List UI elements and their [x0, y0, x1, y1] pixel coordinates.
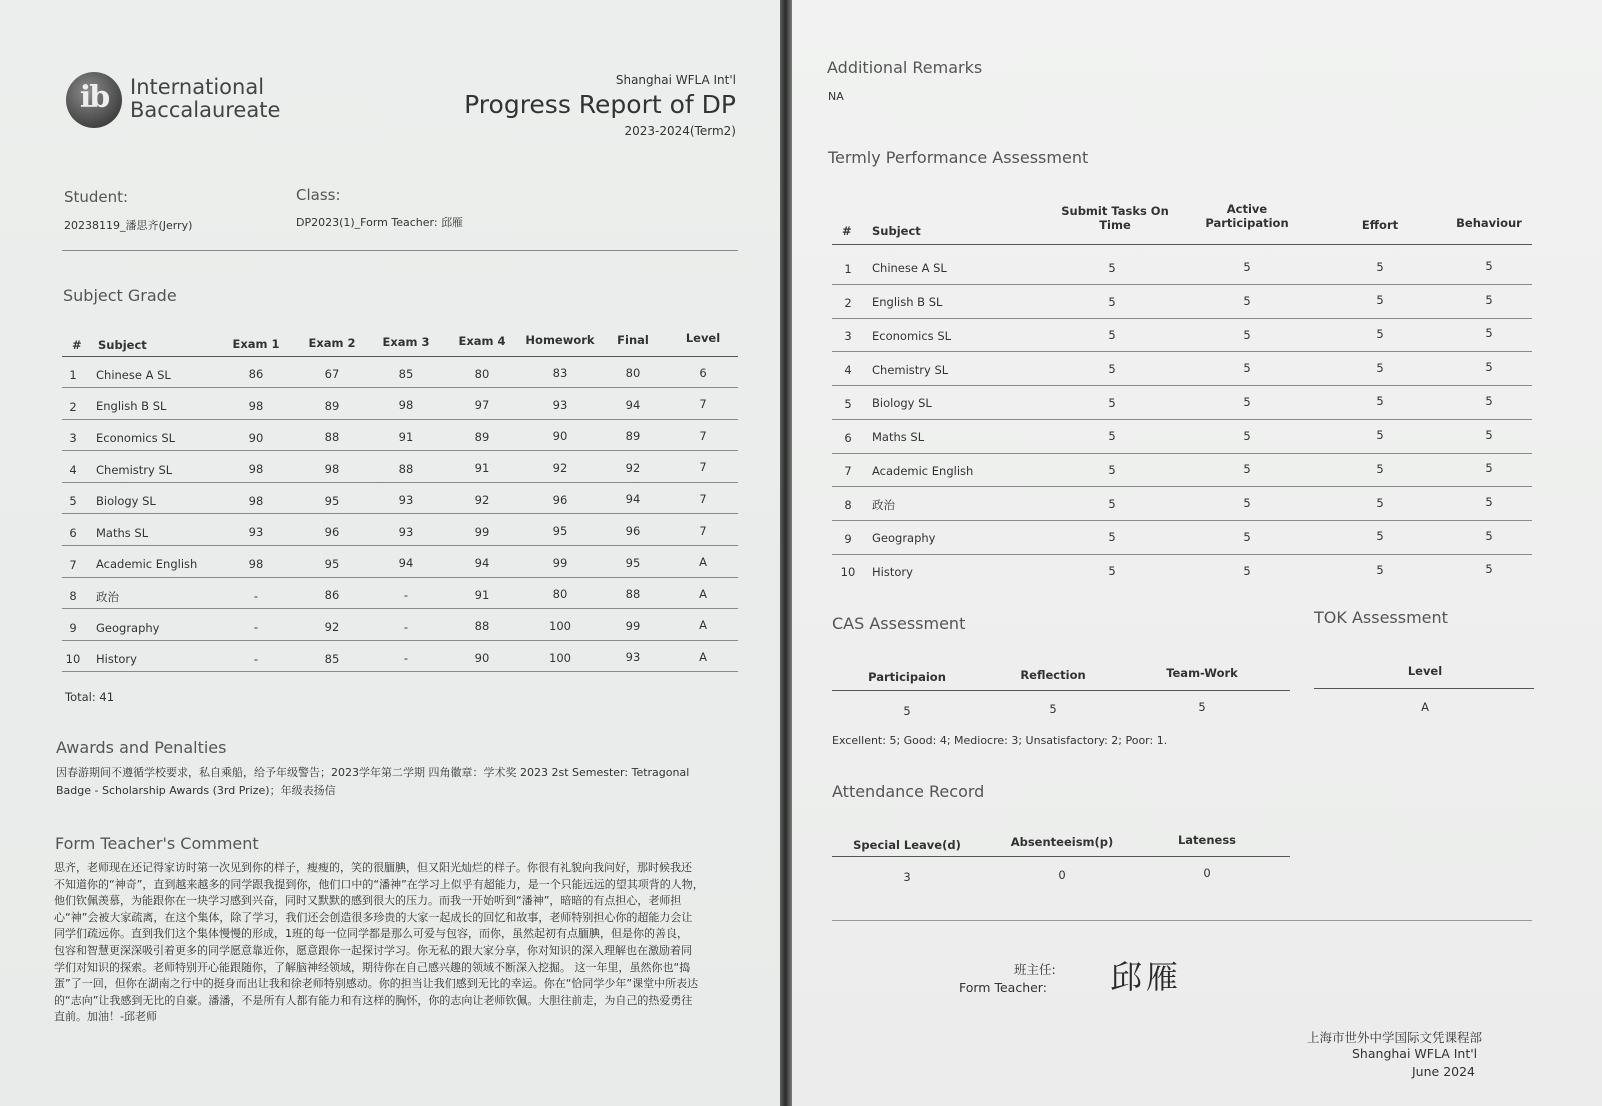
termly-header-submit-line2: Time — [1099, 218, 1131, 232]
grades-cell: 88 — [625, 587, 641, 602]
grades-cell: 93 — [398, 524, 414, 539]
logo-line-2: Baccalaureate — [130, 98, 281, 122]
grades-cell: 94 — [474, 556, 490, 571]
cas-value-reflection: 5 — [1049, 702, 1057, 716]
termly-cell: 5 — [1243, 293, 1251, 308]
awards-line-1: 因春游期间不遵循学校要求，私自乘船，给予年级警告；2023学年第二学期 四角徽章：学术奖 2023 2st Semester: Tetragonal — [56, 766, 690, 779]
grades-cell: 91 — [398, 430, 414, 444]
termly-cell: 5 — [1243, 260, 1251, 275]
termly-row-rule — [832, 520, 1532, 521]
termly-cell: 5 — [1108, 429, 1116, 444]
grades-cell: 94 — [398, 556, 414, 571]
termly-cell: 2 — [844, 295, 852, 310]
cas-value-participation: 5 — [903, 704, 911, 718]
termly-cell: Biology SL — [872, 396, 932, 411]
grades-cell: - — [253, 620, 259, 635]
grades-row-rule — [62, 387, 738, 388]
cas-heading: CAS Assessment — [832, 614, 966, 633]
subject-grade-heading: Subject Grade — [63, 286, 177, 305]
grades-cell: 94 — [625, 492, 641, 507]
grades-cell: 7 — [699, 523, 707, 538]
termly-cell: 5 — [1243, 462, 1251, 477]
divider-line — [62, 250, 738, 251]
grades-cell: Academic English — [96, 557, 198, 572]
comment-line: 直前。加油！-邱老师 — [54, 1010, 157, 1024]
termly-cell: Maths SL — [872, 429, 925, 444]
termly-cell: 5 — [1243, 496, 1251, 511]
tok-heading: TOK Assessment — [1314, 608, 1448, 627]
page-gap — [780, 0, 792, 1106]
grades-cell: 91 — [474, 461, 490, 476]
attendance-header-lateness: Lateness — [1177, 833, 1237, 847]
student-value: 20238119_潘思齐(Jerry) — [64, 219, 193, 232]
termly-cell: 5 — [844, 396, 852, 411]
signature-divider — [832, 920, 1532, 921]
grades-cell: A — [699, 618, 707, 633]
grades-row-rule — [62, 419, 738, 420]
grades-cell: English B SL — [96, 399, 167, 414]
termly-row-rule — [832, 351, 1532, 352]
termly-cell: English B SL — [872, 295, 943, 310]
attendance-value-special-leave: 3 — [903, 870, 911, 884]
awards-heading: Awards and Penalties — [56, 738, 227, 757]
remarks-heading: Additional Remarks — [827, 58, 983, 77]
grades-cell: 政治 — [96, 589, 119, 604]
grades-cell: 4 — [69, 462, 77, 477]
grades-cell: 100 — [549, 619, 571, 633]
termly-header-effort: Effort — [1361, 218, 1399, 232]
termly-cell: 5 — [1376, 327, 1384, 341]
report-title: Progress Report of DP — [464, 90, 736, 119]
grades-cell: 7 — [699, 460, 707, 475]
grades-header-rule — [62, 356, 738, 357]
class-value: DP2023(1)_Form Teacher: 邱雁 — [296, 216, 464, 229]
termly-header-submit-line1: Submit Tasks On — [1061, 204, 1169, 218]
logo-line-1: International — [130, 75, 265, 99]
awards-line-2: Badge - Scholarship Awards (3rd Prize)；年级表扬信 — [56, 784, 336, 797]
grades-cell: 7 — [699, 397, 707, 412]
grades-cell: 80 — [625, 365, 641, 380]
tok-header-level: Level — [1407, 664, 1443, 678]
grades-cell: Chemistry SL — [96, 462, 173, 477]
remarks-value: NA — [828, 90, 844, 103]
grades-cell: 92 — [552, 461, 568, 475]
termly-cell: 5 — [1376, 495, 1384, 510]
grades-header-homework: Homework — [525, 333, 595, 347]
termly-cell: 5 — [1243, 428, 1251, 443]
termly-heading: Termly Performance Assessment — [828, 148, 1089, 167]
termly-cell: 5 — [1376, 461, 1384, 476]
grades-cell: 98 — [248, 462, 264, 477]
grades-row-rule — [62, 482, 738, 483]
grades-cell: 95 — [324, 493, 340, 508]
termly-cell: 5 — [1376, 360, 1384, 375]
grades-row-rule — [62, 577, 738, 578]
termly-cell: 5 — [1108, 260, 1116, 275]
grades-cell: 85 — [398, 366, 414, 381]
termly-cell: 5 — [1108, 395, 1116, 410]
grades-cell: 96 — [324, 525, 340, 540]
teacher-label-cn: 班主任: — [1014, 962, 1056, 977]
termly-cell: 5 — [1376, 259, 1384, 274]
comment-line: 思齐，老师现在还记得家访时第一次见到你的样子，瘦瘦的，笑的很腼腆，但又阳光灿烂的样子。你很有礼貌向我问好，那时候我还 — [54, 861, 692, 874]
grades-cell: A — [699, 650, 707, 664]
grades-header-exam4: Exam 4 — [458, 334, 506, 348]
grades-cell: 91 — [474, 587, 490, 602]
termly-cell: 4 — [844, 363, 852, 378]
attendance-header-special-leave: Special Leave(d) — [853, 838, 961, 852]
grades-total: Total: 41 — [65, 690, 115, 704]
termly-cell: 5 — [1485, 528, 1493, 543]
grades-cell: 8 — [69, 589, 77, 604]
grades-cell: 95 — [552, 524, 568, 539]
issuer-cn: 上海市世外中学国际文凭课程部 — [1307, 1030, 1483, 1045]
grades-cell: 98 — [248, 399, 264, 413]
termly-header-behaviour: Behaviour — [1456, 216, 1522, 230]
grades-cell: 86 — [324, 588, 340, 603]
ib-logo-icon: ib — [66, 72, 122, 128]
grades-cell: 99 — [625, 618, 641, 633]
termly-row-rule — [832, 419, 1532, 420]
grades-cell: 99 — [474, 524, 490, 539]
grades-cell: 96 — [625, 523, 641, 538]
termly-cell: 5 — [1243, 327, 1251, 342]
grades-cell: 100 — [549, 650, 571, 665]
attendance-header-absenteeism: Absenteeism(p) — [1010, 835, 1114, 849]
termly-cell: History — [872, 564, 913, 579]
left-page — [0, 0, 780, 1106]
grades-header-final: Final — [617, 333, 649, 347]
grades-cell: 7 — [69, 557, 77, 572]
grades-cell: Geography — [96, 620, 160, 635]
grades-cell: 7 — [699, 492, 707, 506]
termly-header-submit — [1050, 204, 1180, 232]
cas-header-reflection: Reflection — [1020, 668, 1086, 682]
grades-cell: A — [699, 555, 707, 570]
grades-cell: 95 — [324, 556, 340, 571]
grades-cell: 93 — [552, 397, 568, 412]
grades-header-exam2: Exam 2 — [308, 336, 356, 350]
grades-cell: 89 — [625, 429, 641, 444]
report-term: 2023-2024(Term2) — [624, 124, 736, 138]
grades-cell: 93 — [398, 493, 414, 508]
grades-cell: - — [403, 588, 409, 602]
termly-cell: 5 — [1485, 360, 1493, 375]
grades-cell: 10 — [65, 652, 81, 667]
grades-cell: 5 — [69, 494, 77, 509]
student-label: Student: — [64, 188, 129, 206]
grades-cell: 98 — [248, 557, 264, 571]
grades-cell: 93 — [248, 525, 264, 540]
grades-cell: 3 — [69, 431, 77, 446]
comment-body — [54, 860, 754, 1026]
grades-cell: 83 — [552, 366, 568, 381]
grades-cell: - — [253, 588, 259, 603]
teacher-label-en: Form Teacher: — [959, 980, 1047, 995]
grades-cell: 67 — [324, 367, 340, 382]
comment-heading: Form Teacher's Comment — [55, 834, 259, 853]
termly-row-rule — [832, 385, 1532, 386]
termly-cell: 5 — [1485, 562, 1493, 577]
grades-cell: 99 — [552, 555, 568, 570]
grades-header-exam1: Exam 1 — [232, 337, 280, 351]
termly-cell: Chinese A SL — [872, 261, 947, 276]
termly-cell: 政治 — [872, 498, 895, 513]
comment-line: 学们对知识的探索。老师特别开心能跟随你，了解脑神经领域，期待你在自己感兴趣的领域不断深入挖掘。 这一年里，虽然你也“捣 — [54, 960, 691, 974]
termly-cell: 5 — [1376, 293, 1384, 308]
termly-cell: 5 — [1243, 563, 1251, 578]
grades-cell: - — [403, 619, 409, 634]
termly-cell: 8 — [844, 497, 852, 512]
termly-cell: 5 — [1108, 564, 1116, 579]
termly-header-active-line1: Active — [1226, 202, 1268, 216]
comment-line: 他们钦佩羡慕，为能跟你在一块学习感到兴奋，同时又默默的感到很大的压力。而我一开始听到“潘神”，暗暗的有点担心，老师担 — [54, 894, 682, 908]
grades-header-exam3: Exam 3 — [382, 335, 430, 349]
grades-cell: 89 — [474, 429, 490, 444]
attendance-value-absenteeism: 0 — [1058, 868, 1066, 882]
termly-cell: 7 — [844, 464, 852, 479]
termly-header-active — [1192, 202, 1302, 230]
grades-cell: 88 — [324, 430, 340, 445]
grades-header-subject: Subject — [98, 338, 147, 352]
termly-header-subject: Subject — [872, 224, 921, 238]
grades-cell: Economics SL — [96, 430, 176, 445]
grades-cell: 6 — [69, 526, 77, 540]
grades-cell: 96 — [552, 492, 568, 507]
grades-cell: 90 — [248, 430, 264, 445]
grades-cell: - — [253, 651, 259, 666]
grades-cell: 6 — [699, 365, 707, 380]
grades-cell: 85 — [324, 651, 340, 666]
comment-line: 不知道你的“神奇”，直到越来越多的同学跟我提到你，他们口中的“潘神”在学习上似乎有超能力，是一个只能远远的望其项背的人物， — [54, 877, 704, 891]
attendance-rule — [832, 856, 1290, 857]
grades-cell: 92 — [474, 492, 490, 507]
grades-cell: 80 — [474, 366, 490, 381]
termly-row-rule — [832, 318, 1532, 319]
termly-row-rule — [832, 486, 1532, 487]
cas-rule — [832, 690, 1290, 691]
termly-cell: 9 — [844, 531, 852, 546]
termly-cell: 10 — [840, 565, 856, 580]
termly-cell: 5 — [1108, 328, 1116, 343]
attendance-value-lateness: 0 — [1203, 866, 1211, 880]
termly-cell: 5 — [1485, 259, 1493, 273]
termly-cell: 5 — [1485, 461, 1493, 476]
termly-cell: 5 — [1376, 428, 1384, 443]
grades-row-rule — [62, 450, 738, 451]
grades-cell: History — [96, 652, 137, 667]
tok-value-level: A — [1421, 700, 1429, 714]
grades-cell: 92 — [324, 619, 340, 634]
grades-header-level: Level — [685, 331, 721, 345]
grades-cell: 7 — [699, 428, 707, 443]
termly-cell: 5 — [1376, 529, 1384, 544]
termly-cell: 5 — [1376, 562, 1384, 577]
termly-cell: 5 — [1485, 326, 1493, 341]
termly-cell: Academic English — [872, 463, 974, 478]
termly-cell: 5 — [1485, 292, 1493, 307]
comment-line: 同学们疏远你。直到我们这个集体慢慢的形成，1班的每一位同学都是那么可爱与包容，而你，虽然起初有点腼腆，但是你的善良， — [54, 927, 688, 941]
grades-cell: 92 — [625, 460, 641, 475]
termly-cell: 1 — [844, 262, 852, 276]
cas-header-teamwork: Team-Work — [1166, 666, 1238, 680]
grades-cell: 94 — [625, 397, 641, 412]
termly-cell: 5 — [1485, 427, 1493, 442]
grades-cell: Maths SL — [96, 525, 149, 540]
grades-row-rule — [62, 608, 738, 609]
comment-line: 包容和智慧更深深吸引着更多的同学愿意靠近你，愿意跟你一起探讨学习。你无私的跟大家分享，你对知识的深入理解也在激励着同 — [54, 943, 692, 957]
grades-cell: Biology SL — [96, 494, 156, 509]
termly-cell: Geography — [872, 531, 936, 545]
grades-cell: 89 — [324, 398, 340, 413]
grades-cell: Chinese A SL — [96, 367, 171, 382]
right-page — [792, 0, 1602, 1106]
termly-cell: 5 — [1108, 294, 1116, 309]
school-name: Shanghai WFLA Int'l — [615, 73, 736, 87]
grades-cell: 98 — [324, 461, 340, 476]
grades-cell: 9 — [69, 620, 77, 635]
grades-cell: 93 — [625, 650, 641, 665]
grades-row-rule — [62, 513, 738, 514]
issue-date: June 2024 — [1412, 1064, 1476, 1079]
cas-value-teamwork: 5 — [1198, 700, 1206, 714]
termly-cell: 3 — [844, 329, 852, 344]
grades-cell: 88 — [398, 461, 414, 476]
ib-logo-text — [130, 76, 280, 122]
grades-cell: 88 — [474, 619, 490, 634]
grades-cell: 90 — [552, 429, 568, 444]
termly-header-active-line2: Participation — [1205, 216, 1289, 230]
termly-row-rule — [832, 453, 1532, 454]
grades-row-rule — [62, 671, 738, 672]
termly-cell: 5 — [1243, 395, 1251, 409]
termly-cell: 5 — [1243, 529, 1251, 544]
termly-cell: 5 — [1243, 361, 1251, 376]
cas-header-participation: Participaion — [868, 670, 946, 684]
grades-cell: - — [403, 651, 409, 666]
termly-cell: 5 — [1108, 530, 1116, 545]
grades-cell: 1 — [69, 368, 77, 382]
grades-cell: 98 — [398, 398, 414, 413]
termly-cell: Economics SL — [872, 328, 952, 343]
termly-cell: 5 — [1376, 394, 1384, 409]
grades-header-num: # — [72, 338, 82, 352]
issuer-en: Shanghai WFLA Int'l — [1352, 1046, 1478, 1061]
grades-cell: 98 — [248, 493, 264, 508]
comment-line: 的“志向”让我感到无比的自豪。潘潘，不是所有人都有能力和有这样的胸怀，你的志向让老师钦佩。大胆往前走，为自己的热爱勇往 — [54, 993, 693, 1007]
grades-cell: 97 — [474, 398, 490, 413]
termly-cell: 5 — [1108, 496, 1116, 511]
grades-row-rule — [62, 545, 738, 546]
termly-row-rule — [832, 554, 1532, 555]
scale-note: Excellent: 5; Good: 4; Mediocre: 3; Unsatisfactory: 2; Poor: 1. — [832, 734, 1168, 747]
comment-line: 蛋”了一回，但你在湖南之行中的挺身而出让我和徐老师特别感动。你的担当让我们感到无比的幸运。你在“恰同学少年”课堂中所表达 — [54, 977, 699, 991]
termly-cell: 5 — [1108, 463, 1116, 477]
grades-cell: 95 — [625, 555, 641, 570]
attendance-heading: Attendance Record — [832, 782, 985, 801]
grades-cell: 2 — [69, 399, 77, 414]
grades-row-rule — [62, 640, 738, 641]
class-label: Class: — [296, 186, 341, 204]
grades-cell: 80 — [552, 587, 568, 602]
termly-header-num: # — [842, 224, 852, 238]
comment-line: 心“神”会被大家疏离，在这个集体，除了学习，我们还会创造很多珍贵的大家一起成长的回忆和故事，老师特别担心你的超能力会让 — [54, 910, 693, 924]
teacher-signature: 邱雁 — [1110, 958, 1183, 996]
grades-cell: A — [699, 586, 707, 601]
termly-cell: 5 — [1485, 494, 1493, 509]
termly-header-rule — [832, 244, 1532, 245]
termly-cell: 6 — [844, 430, 852, 445]
termly-row-rule — [832, 284, 1532, 285]
termly-cell: 5 — [1108, 361, 1116, 376]
grades-cell: 86 — [248, 367, 264, 382]
termly-cell: Chemistry SL — [872, 362, 949, 377]
tok-rule — [1314, 688, 1534, 689]
grades-cell: 90 — [474, 650, 490, 665]
termly-cell: 5 — [1485, 393, 1493, 408]
